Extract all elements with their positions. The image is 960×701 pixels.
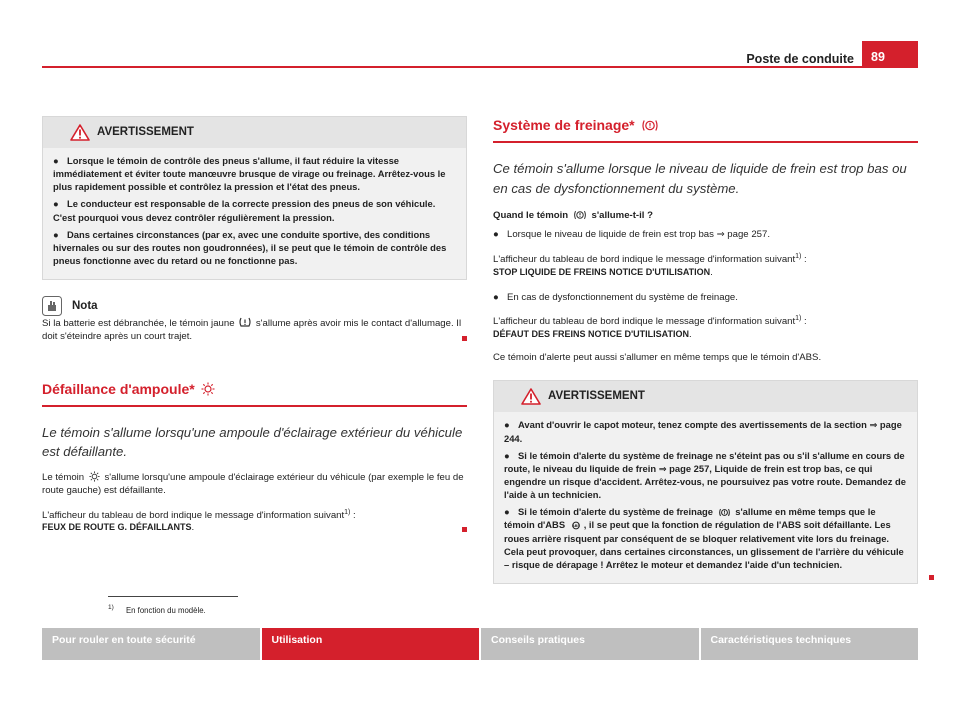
footnote-rule xyxy=(108,596,238,597)
warning-bullet: ● Dans certaines circonstances (par ex, avec une conduite sportive, des conditions hivernales ou sur des routes non goudronnées), il se peut que le témoin de contrôle des pneus fonctionne avec du retard ou ne fonctionne pas. xyxy=(53,228,447,267)
warning-heading: AVERTISSEMENT xyxy=(548,390,645,403)
warning-body xyxy=(494,412,917,583)
warning-triangle-icon xyxy=(521,388,541,405)
left-column xyxy=(42,116,467,535)
section-end-marker xyxy=(462,336,467,341)
nota-heading: Nota xyxy=(72,299,98,312)
warning-box-brakes xyxy=(493,380,918,584)
right-column xyxy=(493,116,918,584)
section-paragraph: Le témoin s'allume lorsqu'une ampoule d'éclairage extérieur du véhicule (par exemple le feu de route gauche) est défaillante. xyxy=(42,472,464,496)
warning-heading: AVERTISSEMENT xyxy=(97,125,194,138)
page-header-title: Poste de conduite xyxy=(746,52,854,66)
warning-bullet: ● Si le témoin d'alerte du système de freinage ne s'éteint pas ou s'il s'allume en cours de route, le niveau du liquide de frein ⇒ page 257, Liquide de frein est trop bas, ce qui engendre un risque d'accident. Arrêtez-vous, ne poursuivez pas votre route. Demandez de l'aide à un technicien. xyxy=(504,449,906,501)
header-rule xyxy=(42,66,918,68)
warning-header xyxy=(43,117,466,148)
section-title-brakes: Système de freinage* xyxy=(493,116,918,143)
bulb-failure-icon xyxy=(201,382,215,396)
nota-text: Si la batterie est débranchée, le témoin jaune s'allume après avoir mis le contact d'allumage. Il doit s'éteindre après un court trajet. xyxy=(42,317,467,343)
dashboard-message: STOP LIQUIDE DE FREINS NOTICE D'UTILISATION xyxy=(493,266,711,277)
chapter-nav xyxy=(42,628,918,660)
warning-bullet: ● Lorsque le témoin de contrôle des pneus s'allume, il faut réduire la vitesse immédiatement et éviter toute manœuvre brusque de virage ou freinage. Arrêtez-vous le plus rapidement possible et contrôlez la pression et l'état des pneus. xyxy=(53,155,446,193)
warning-body xyxy=(43,148,466,279)
warning-box-tire xyxy=(42,116,467,280)
nav-tab-safety[interactable]: Pour rouler en toute sécurité xyxy=(42,628,260,660)
question-heading: Quand le témoin s'allume-t-il ? xyxy=(493,209,653,221)
abs-icon xyxy=(570,521,582,530)
dashboard-message: DÉFAUT DES FREINS NOTICE D'UTILISATION xyxy=(493,329,689,340)
list-item: ● En cas de dysfonctionnement du système de freinage. xyxy=(493,291,738,303)
warning-triangle-icon xyxy=(70,124,90,141)
section-paragraph: Ce témoin d'alerte peut aussi s'allumer en même temps que le témoin d'ABS. xyxy=(493,351,822,363)
list-item: ● Lorsque le niveau de liquide de frein est trop bas ⇒ page 257. xyxy=(493,229,770,241)
section-end-marker xyxy=(462,527,467,532)
note-hand-icon xyxy=(42,296,62,316)
brake-warning-icon xyxy=(641,119,659,132)
warning-bullet: ● Avant d'ouvrir le capot moteur, tenez compte des avertissements de la section ⇒ page 244. xyxy=(504,419,902,444)
section-lead: Le témoin s'allume lorsqu'une ampoule d'éclairage extérieur du véhicule est défaillante. xyxy=(42,425,463,460)
bulb-failure-icon xyxy=(89,471,100,482)
footnote: $^{1)}$ En fonction du modèle. xyxy=(108,604,206,615)
tire-pressure-icon xyxy=(239,317,251,328)
section-title-bulb: Défaillance d'ampoule* xyxy=(42,380,467,407)
warning-bullet: ● Si le témoin d'alerte du système de freinage s'allume en même temps que le témoin d'ABS ABS , il se peut que la fonction de régulation de l'ABS soit défaillante. Les roues arrière risquent par conséquent de se bloquer relativement vite lors du freinage. Cela peut provoquer, dans certaines circonstances, un glissement de l'arrière du véhicule – risque de dérapage ! Arrêtez le moteur et demandez l'aide d'un technicien. xyxy=(504,506,904,570)
nav-tab-technical-specs[interactable]: Caractéristiques techniques xyxy=(701,628,919,660)
section-paragraph: L'afficheur du tableau de bord indique le message d'information suivant$^{1)}$ : DÉFAUT DES FREINS NOTICE D'UTILISATION. xyxy=(493,315,807,341)
warning-header xyxy=(494,381,917,412)
page-number: 89 xyxy=(862,41,918,68)
brake-warning-icon xyxy=(718,508,731,517)
warning-bullet: ● Le conducteur est responsable de la correcte pression des pneus de son véhicule. C'est pourquoi vous devez contrôler régulièrement la pression. xyxy=(53,198,436,223)
svg-text:ABS: ABS xyxy=(571,524,580,529)
nota-header xyxy=(42,296,467,316)
dashboard-message: FEUX DE ROUTE G. DÉFAILLANTS xyxy=(42,522,192,533)
section-paragraph: L'afficheur du tableau de bord indique le message d'information suivant$^{1)}$ : FEUX DE ROUTE G. DÉFAILLANTS. xyxy=(42,508,467,536)
brake-warning-icon xyxy=(573,210,587,220)
nav-tab-practical-tips[interactable]: Conseils pratiques xyxy=(481,628,699,660)
section-end-marker xyxy=(929,575,934,580)
nav-tab-usage[interactable]: Utilisation xyxy=(262,628,480,660)
section-paragraph: L'afficheur du tableau de bord indique le message d'information suivant$^{1)}$ : STOP LIQUIDE DE FREINS NOTICE D'UTILISATION. xyxy=(493,253,807,278)
section-lead: Ce témoin s'allume lorsque le niveau de liquide de frein est trop bas ou en cas de dysfonctionnement du système. xyxy=(493,161,907,196)
